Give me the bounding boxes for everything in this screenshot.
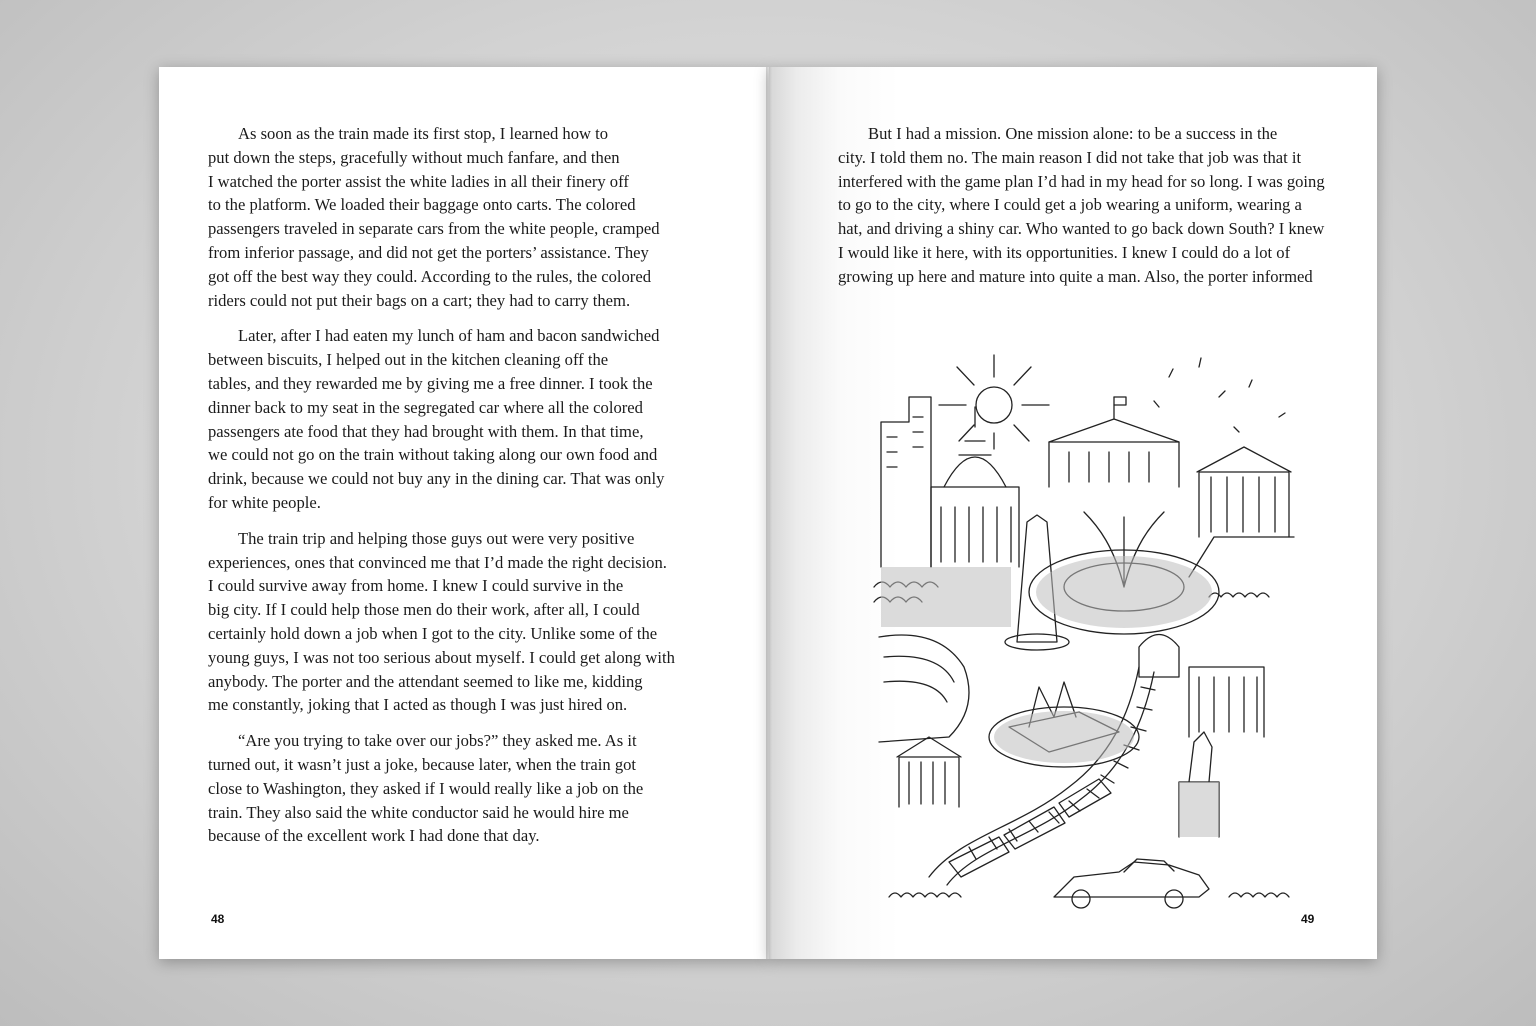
- book-spine: [766, 67, 772, 959]
- text-line: close to Washington, they asked if I would really like a job on the: [208, 778, 644, 798]
- left-page: [159, 67, 769, 959]
- sun-sketch: [939, 355, 1049, 449]
- right-page: [769, 67, 1377, 959]
- text-line: turned out, it wasn’t just a joke, because later, when the train got: [208, 754, 637, 774]
- text-line: The train trip and helping those guys out were very positive: [238, 528, 635, 548]
- text-line: young guys, I was not too serious about myself. I could get along with: [208, 647, 675, 667]
- text-line: between biscuits, I helped out in the kitchen cleaning off the: [208, 350, 609, 370]
- text-line: certainly hold down a job when I got to the city. Unlike some of the: [208, 623, 658, 643]
- paragraph: [208, 324, 708, 514]
- text-line: to the platform. We loaded their baggage onto carts. The colored: [208, 195, 636, 215]
- text-line: we could not go on the train without taking along our own food and: [208, 445, 658, 465]
- text-line: I watched the porter assist the white ladies in all their finery off: [208, 171, 629, 191]
- text-line: anybody. The porter and the attendant seemed to like me, kidding: [208, 671, 643, 691]
- text-line: passengers ate food that they had brought with them. In that time,: [208, 421, 644, 441]
- text-line: riders could not put their bags on a cart; they had to carry them.: [208, 290, 631, 310]
- right-page-text: [838, 122, 1338, 301]
- text-line: drink, because we could not buy any in the dining car. That was only: [208, 469, 665, 489]
- left-page-text: [208, 122, 708, 860]
- city-sketch-illustration: [869, 337, 1329, 917]
- text-line: big city. If I could help those men do their work, after all, I could: [208, 600, 640, 620]
- text-line: growing up here and mature into quite a man. Also, the porter informed: [838, 266, 1313, 286]
- paragraph: [838, 122, 1338, 289]
- text-line: tables, and they rewarded me by giving me a free dinner. I took the: [208, 373, 653, 393]
- text-line: put down the steps, gracefully without much fanfare, and then: [208, 147, 620, 167]
- text-line: train. They also said the white conductor said he would hire me: [208, 802, 629, 822]
- text-line: dinner back to my seat in the segregated car where all the colored: [208, 397, 643, 417]
- text-line: “Are you trying to take over our jobs?” they asked me. As it: [238, 731, 637, 751]
- paragraph: [208, 527, 708, 717]
- paragraph: [208, 729, 708, 848]
- text-line: from inferior passage, and did not get the porters’ assistance. They: [208, 242, 649, 262]
- temple-sketch: [1189, 447, 1294, 577]
- text-line: interfered with the game plan I’d had in my head for so long. I was going: [838, 171, 1325, 191]
- mansion-sketch: [1049, 397, 1179, 487]
- text-line: me constantly, joking that I acted as though I was just hired on.: [208, 695, 628, 715]
- text-line: passengers traveled in separate cars from the white people, cramped: [208, 219, 660, 239]
- page-number-left: 48: [211, 912, 225, 926]
- car-sketch: [1054, 859, 1209, 908]
- text-line: city. I told them no. The main reason I did not take that job was that it: [838, 147, 1302, 167]
- train-sketch: [949, 779, 1111, 877]
- text-line: to go to the city, where I could get a job wearing a uniform, wearing a: [838, 195, 1302, 215]
- text-line: for white people.: [208, 492, 321, 512]
- page-number-right: 49: [1301, 912, 1315, 926]
- text-line: experiences, ones that convinced me that I’d made the right decision.: [208, 552, 667, 572]
- paragraph: [208, 122, 708, 312]
- text-line: because of the excellent work I had done that day.: [208, 826, 540, 846]
- text-line: I would like it here, with its opportunities. I knew I could do a lot of: [838, 242, 1291, 262]
- text-line: I could survive away from home. I knew I could survive in the: [208, 576, 624, 596]
- text-line: But I had a mission. One mission alone: to be a success in the: [868, 124, 1278, 143]
- text-line: As soon as the train made its first stop, I learned how to: [238, 124, 609, 143]
- text-line: Later, after I had eaten my lunch of ham and bacon sandwiched: [238, 326, 660, 346]
- capitol-sketch: [931, 407, 1019, 567]
- text-line: hat, and driving a shiny car. Who wanted to go back down South? I knew: [838, 219, 1325, 239]
- text-line: got off the best way they could. According to the rules, the colored: [208, 266, 651, 286]
